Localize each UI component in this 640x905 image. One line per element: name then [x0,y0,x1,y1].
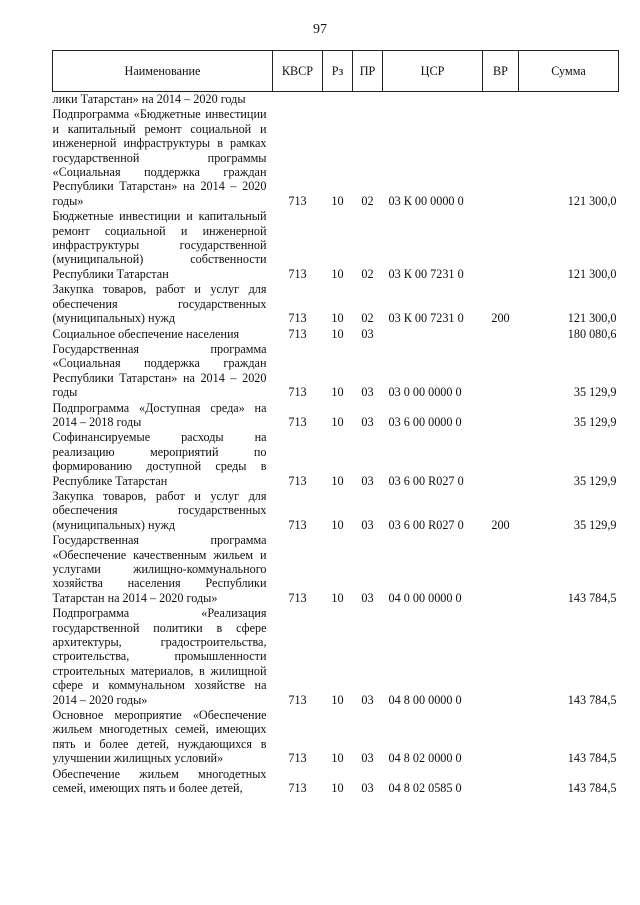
row-sum: 35 129,9 [573,414,617,429]
row-pr [353,92,383,108]
row-kvsr: 713 [288,385,307,400]
row-vr [483,92,519,108]
header-vr: ВР [483,51,519,92]
row-rz: 10 [331,692,344,707]
row-vr [483,708,519,767]
table-row [53,489,619,533]
row-name: Основное мероприятие «Обеспечение жильем многодетных семей, имеющих пять и более детей, нуждающихся в улучшении жилищных условий» [52,708,267,766]
row-sum: 143 784,5 [567,751,617,766]
row-name: Подпрограмма «Бюджетные инвестиции и капитальный ремонт социальной и инженерной инфраструктуры в рамках государственной программы «Социальная поддержка граждан Республики Татарстан» на 2014 – 2020 годы» [52,107,267,208]
row-rz: 10 [331,781,344,796]
row-kvsr: 713 [288,266,307,281]
row-csr: 03 6 00 R027 0 [388,517,464,532]
row-pr: 03 [361,414,374,429]
row-vr [483,767,519,797]
row-vr: 200 [491,517,510,532]
row-sum: 180 080,6 [567,326,617,341]
row-name: Закупка товаров, работ и услуг для обеспечения государственных (муниципальных) нужд [52,282,267,326]
row-pr: 02 [361,266,374,281]
row-vr [483,430,519,489]
row-sum [519,92,619,108]
table-row [53,606,619,708]
row-csr: 04 8 02 0000 0 [388,751,462,766]
row-pr: 03 [361,473,374,488]
row-kvsr: 713 [288,590,307,605]
row-pr: 02 [361,311,374,326]
row-rz: 10 [331,311,344,326]
row-csr [383,327,483,342]
row-sum: 121 300,0 [567,266,617,281]
row-sum: 35 129,9 [573,385,617,400]
table-body [53,92,619,797]
table-row [53,430,619,489]
row-vr [483,327,519,342]
row-kvsr: 713 [288,692,307,707]
row-csr: 03 К 00 7231 0 [388,311,464,326]
row-pr: 03 [361,692,374,707]
row-csr [383,92,483,108]
table-row [53,107,619,209]
budget-table [52,50,619,797]
row-name: Обеспечение жильем многодетных семей, имеющих пять и более детей, [52,766,267,796]
header-name: Наименование [53,51,273,92]
table-row [53,767,619,797]
row-csr: 03 6 00 R027 0 [388,473,464,488]
row-kvsr: 713 [288,326,307,341]
row-rz: 10 [331,193,344,208]
row-csr: 03 0 00 0000 0 [388,385,462,400]
row-kvsr [273,92,323,108]
row-rz: 10 [331,590,344,605]
row-csr: 04 8 00 0000 0 [388,692,462,707]
row-sum: 143 784,5 [567,781,617,796]
row-name: лики Татарстан» на 2014 – 2020 годы [52,92,246,106]
row-name: Бюджетные инвестиции и капитальный ремонт социальной и инженерной инфраструктуры государственной (муниципальной) собственности Республики Татарстан [52,209,267,281]
row-rz: 10 [331,385,344,400]
row-kvsr: 713 [288,193,307,208]
row-vr [483,606,519,708]
row-name: Социальное обеспечение населения [52,326,240,341]
row-pr: 02 [361,193,374,208]
row-csr: 04 8 02 0585 0 [388,781,462,796]
row-vr [483,342,519,401]
row-csr: 04 0 00 0000 0 [388,590,462,605]
table-row [53,327,619,342]
header-sum: Сумма [519,51,619,92]
row-kvsr: 713 [288,517,307,532]
row-rz [323,92,353,108]
row-name: Подпрограмма «Реализация государственной политики в сфере архитектуры, градостроительства, строительства, промышленности строительных материалов, в жилищной сфере и коммунальном хозяйстве на 2014 – 2020 годы» [52,606,267,707]
table-row [53,533,619,606]
row-csr: 03 К 00 7231 0 [388,266,464,281]
row-csr: 03 6 00 0000 0 [388,414,462,429]
table-row [53,209,619,282]
row-kvsr: 713 [288,414,307,429]
row-pr: 03 [361,781,374,796]
row-rz: 10 [331,266,344,281]
header-rz: Рз [323,51,353,92]
row-rz: 10 [331,517,344,532]
header-csr: ЦСР [383,51,483,92]
row-vr [483,401,519,431]
row-name: Закупка товаров, работ и услуг для обеспечения государственных (муниципальных) нужд [52,488,267,532]
row-name: Софинансируемые расходы на реализацию мероприятий по формированию доступной среды в Республике Татарстан [52,430,267,488]
row-sum: 121 300,0 [567,193,617,208]
row-name: Подпрограмма «Доступная среда» на 2014 – 2018 годы [52,400,267,429]
table-header [53,51,619,92]
row-sum: 143 784,5 [567,590,617,605]
row-kvsr: 713 [288,781,307,796]
row-name: Государственная программа «Социальная поддержка граждан Республики Татарстан» на 2014 – 2020 годы [52,341,267,400]
row-sum: 121 300,0 [567,311,617,326]
row-pr: 03 [361,517,374,532]
header-pr: ПР [353,51,383,92]
table-row [53,342,619,401]
table-row [53,401,619,431]
row-kvsr: 713 [288,311,307,326]
row-pr: 03 [361,385,374,400]
row-vr: 200 [491,311,510,326]
row-rz: 10 [331,473,344,488]
row-pr: 03 [361,590,374,605]
row-rz: 10 [331,751,344,766]
row-sum: 143 784,5 [567,692,617,707]
row-kvsr: 713 [288,473,307,488]
row-pr: 03 [361,326,374,341]
row-sum: 35 129,9 [573,517,617,532]
row-sum: 35 129,9 [573,473,617,488]
header-kvsr: КВСР [273,51,323,92]
row-csr: 03 К 00 0000 0 [388,193,464,208]
row-pr: 03 [361,751,374,766]
row-vr [483,533,519,606]
row-kvsr: 713 [288,751,307,766]
row-rz: 10 [331,326,344,341]
row-rz: 10 [331,414,344,429]
row-vr [483,209,519,282]
table-row [53,282,619,326]
table-row [53,708,619,767]
page-number: 97 [313,22,327,37]
row-name: Государственная программа «Обеспечение качественным жильем и услугами жилищно-коммунального хозяйства населения Республики Татарстан на 2014 – 2020 годы» [52,533,267,605]
table-row [53,92,619,108]
row-vr [483,107,519,209]
